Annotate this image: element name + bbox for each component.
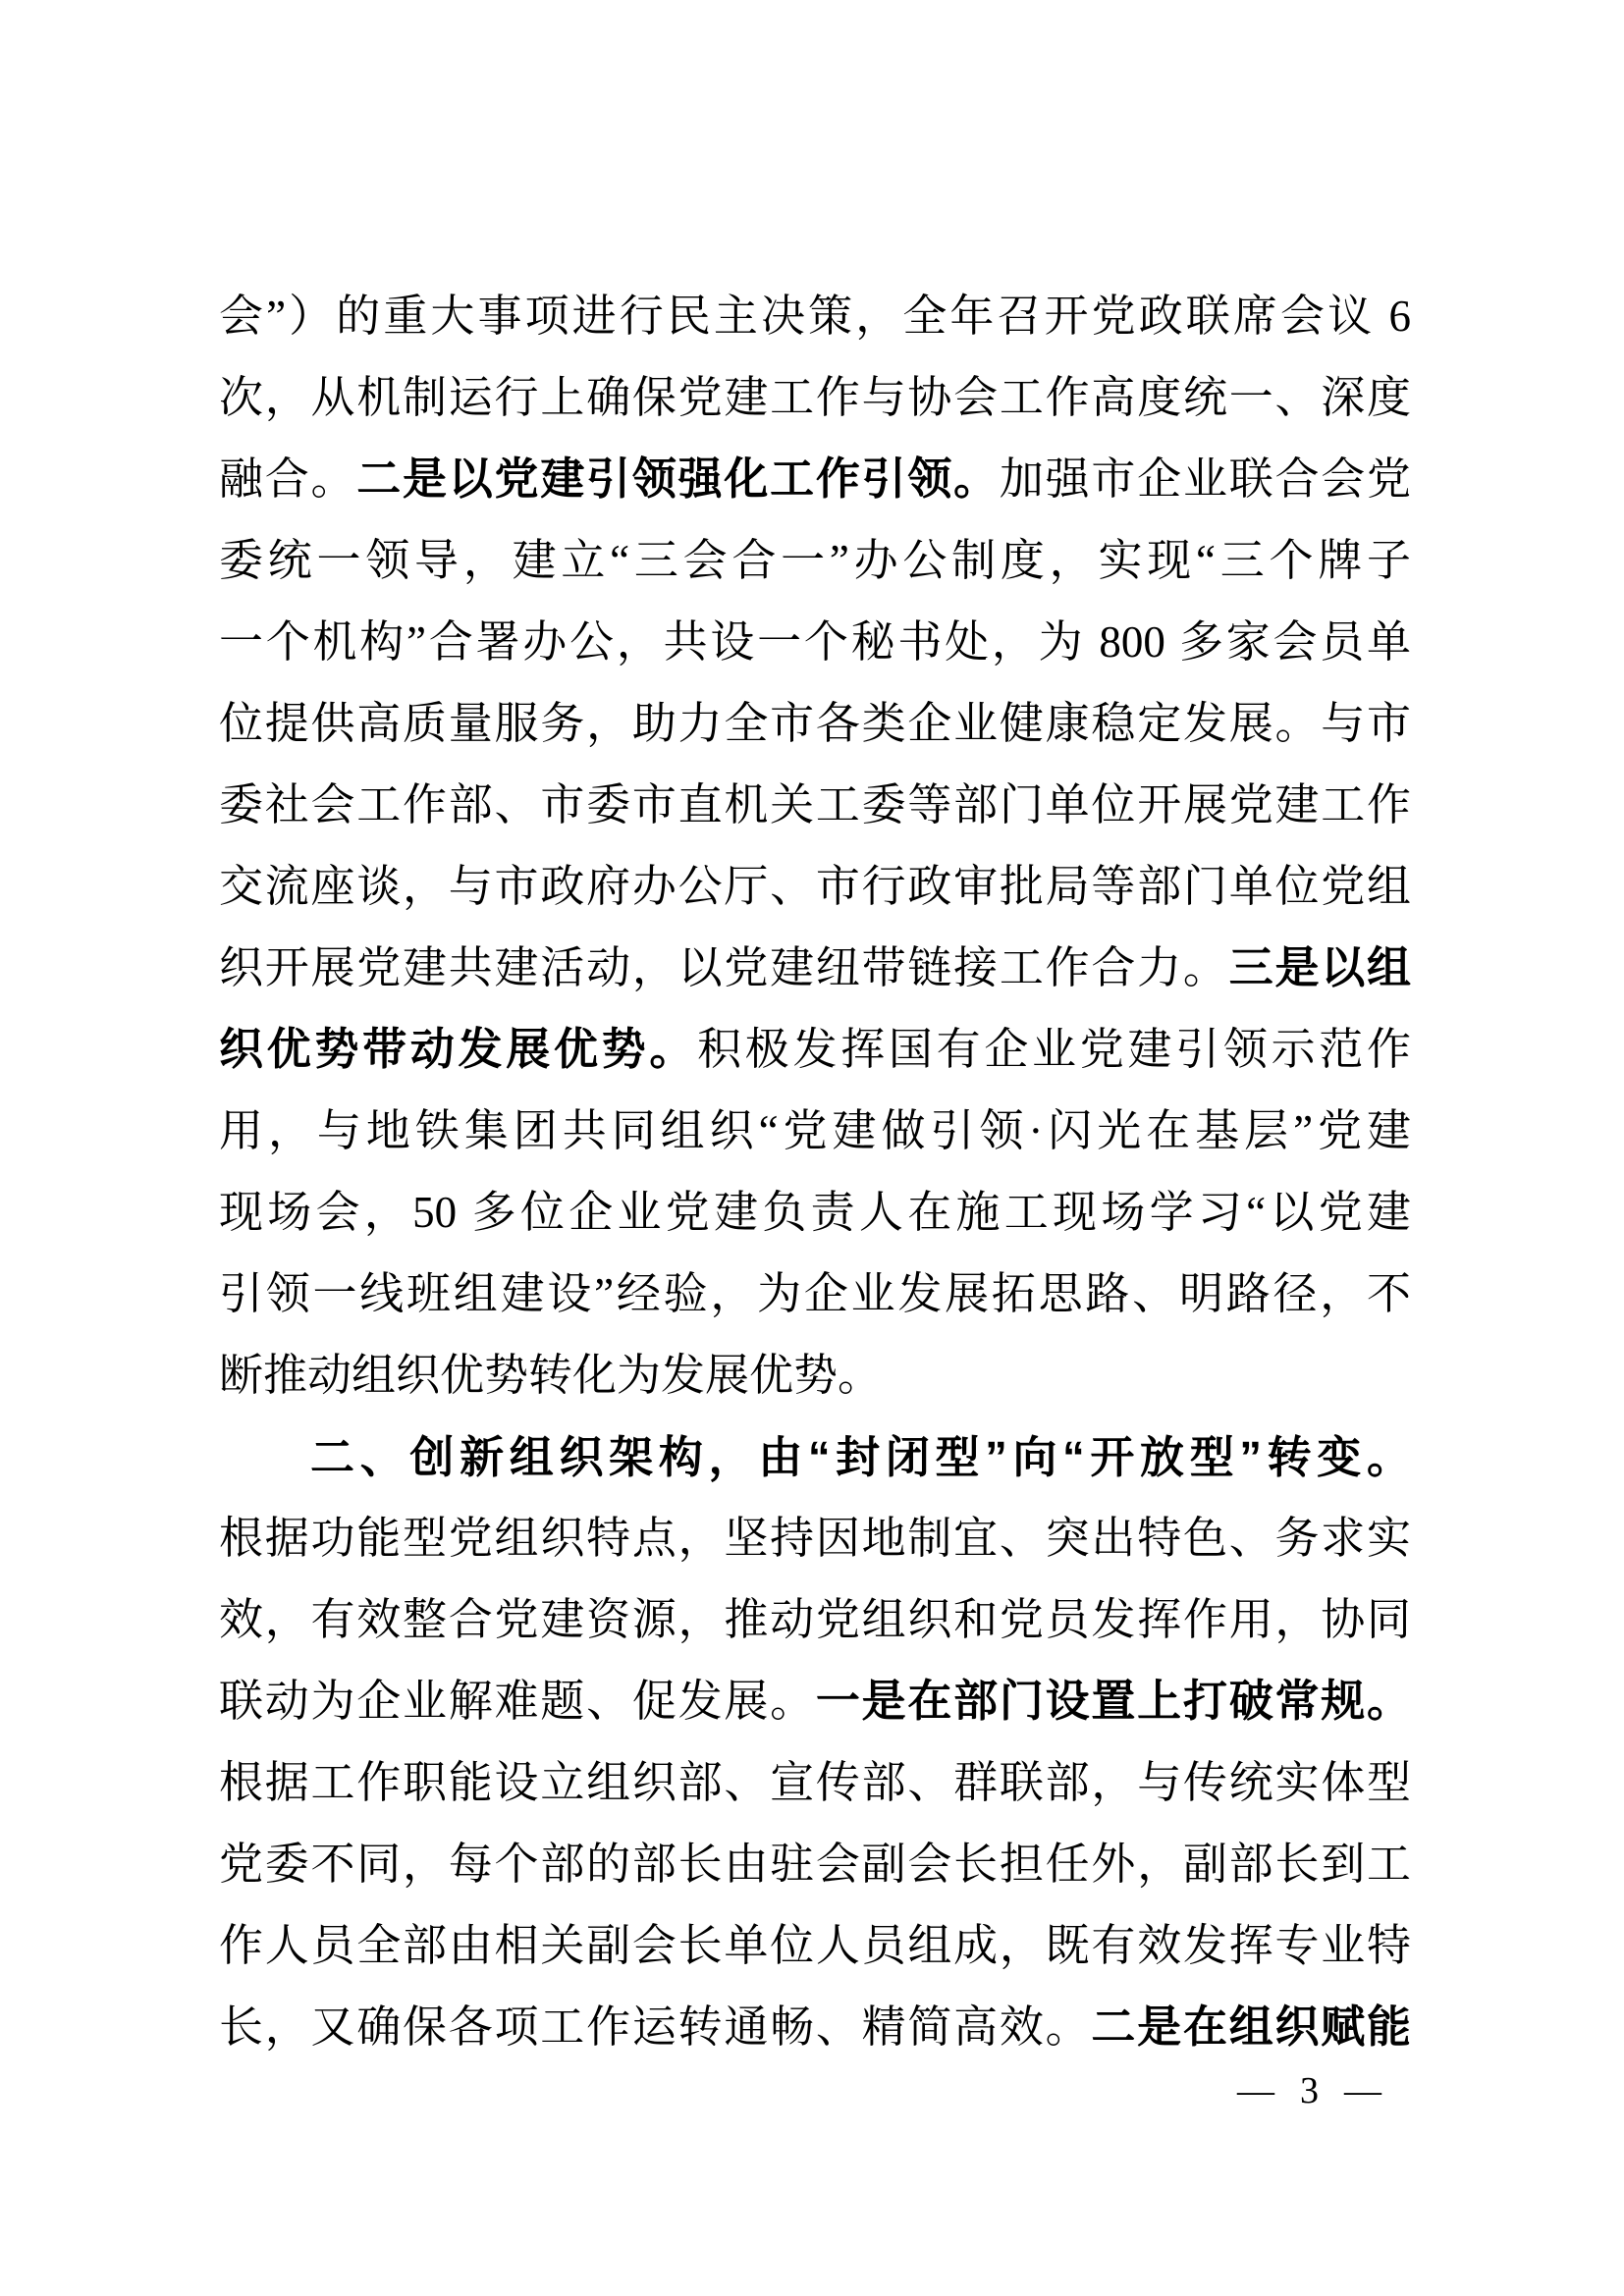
bold-text-segment: 二、创新组织架构，由“封闭型”向“开放型”转变。 (310, 1432, 1411, 1482)
text-segment: 联动为企业解难题、促发展。 (219, 1677, 816, 1726)
text-line (219, 1579, 1411, 1661)
text-block (219, 276, 1411, 2068)
text-segment: 引领一线班组建设”经验，为企业发展拓思路、明路径，不 (219, 1269, 1411, 1318)
text-line (219, 1905, 1411, 1987)
text-segment: 根据工作职能设立组织部、宣传部、群联部，与传统实体型 (219, 1758, 1411, 1807)
text-line (219, 1172, 1411, 1254)
text-line (219, 1498, 1411, 1579)
bold-text-segment: 一是在部门设置上打破常规。 (815, 1677, 1411, 1726)
footer-dash-right: — (1344, 2070, 1381, 2111)
text-segment: 加强市企业联合会党 (999, 454, 1411, 504)
text-segment: 积极发挥国有企业党建引领示范作 (697, 1025, 1411, 1074)
text-line (219, 928, 1411, 1009)
text-segment: 一个机构”合署办公，共设一个秘书处，为 800 多家会员单 (219, 617, 1411, 667)
text-line (219, 1335, 1411, 1416)
text-segment: 委统一领导，建立“三会合一”办公制度，实现“三个牌子 (219, 536, 1411, 585)
text-segment: 委社会工作部、市委市直机关工委等部门单位开展党建工作 (219, 780, 1411, 829)
text-line (219, 846, 1411, 928)
page-footer (1237, 2069, 1381, 2112)
text-segment: 现场会，50 多位企业党建负责人在施工现场学习“以党建 (219, 1188, 1411, 1237)
text-segment: 效，有效整合党建资源，推动党组织和党员发挥作用，协同 (219, 1595, 1411, 1644)
text-segment: 织开展党建共建活动，以党建纽带链接工作合力。 (219, 943, 1229, 992)
text-segment: 交流座谈，与市政府办公厅、市行政审批局等部门单位党组 (219, 862, 1411, 911)
text-line (219, 602, 1411, 683)
text-line (219, 1091, 1411, 1172)
bold-text-segment: 二是在组织赋能 (1091, 2002, 1411, 2052)
page-number: 3 (1300, 2070, 1319, 2111)
text-segment: 断推动组织优势转化为发展优势。 (219, 1351, 883, 1400)
text-line (219, 1009, 1411, 1091)
text-line (219, 276, 1411, 357)
text-segment: 作人员全部由相关副会长单位人员组成，既有效发挥专业特 (219, 1921, 1411, 1970)
text-line (219, 1824, 1411, 1905)
text-line (219, 1987, 1411, 2068)
text-line (219, 765, 1411, 846)
text-line (219, 357, 1411, 439)
text-segment: 会”）的重大事项进行民主决策，全年召开党政联席会议 6 (219, 292, 1411, 341)
text-segment: 根据功能型党组织特点，坚持因地制宜、突出特色、务求实 (219, 1514, 1411, 1563)
text-line (219, 439, 1411, 520)
text-line (219, 1661, 1411, 1742)
section-heading (219, 1416, 1411, 1498)
text-line (219, 520, 1411, 602)
text-segment: 位提供高质量服务，助力全市各类企业健康稳定发展。与市 (219, 699, 1411, 748)
text-segment: 次，从机制运行上确保党建工作与协会工作高度统一、深度 (219, 373, 1411, 422)
bold-text-segment: 织优势带动发展优势。 (219, 1025, 698, 1074)
footer-dash-left: — (1237, 2070, 1274, 2111)
text-segment: 融合。 (219, 454, 357, 504)
text-segment: 党委不同，每个部的部长由驻会副会长担任外，副部长到工 (219, 1840, 1411, 1889)
text-line (219, 1742, 1411, 1824)
bold-text-segment: 三是以组 (1228, 943, 1411, 992)
text-line (219, 683, 1411, 765)
text-segment: 长，又确保各项工作运转通畅、精简高效。 (219, 2002, 1092, 2052)
bold-text-segment: 二是以党建引领强化工作引领。 (356, 454, 1000, 504)
text-line (219, 1254, 1411, 1335)
text-segment: 用，与地铁集团共同组织“党建做引领·闪光在基层”党建 (219, 1106, 1411, 1155)
